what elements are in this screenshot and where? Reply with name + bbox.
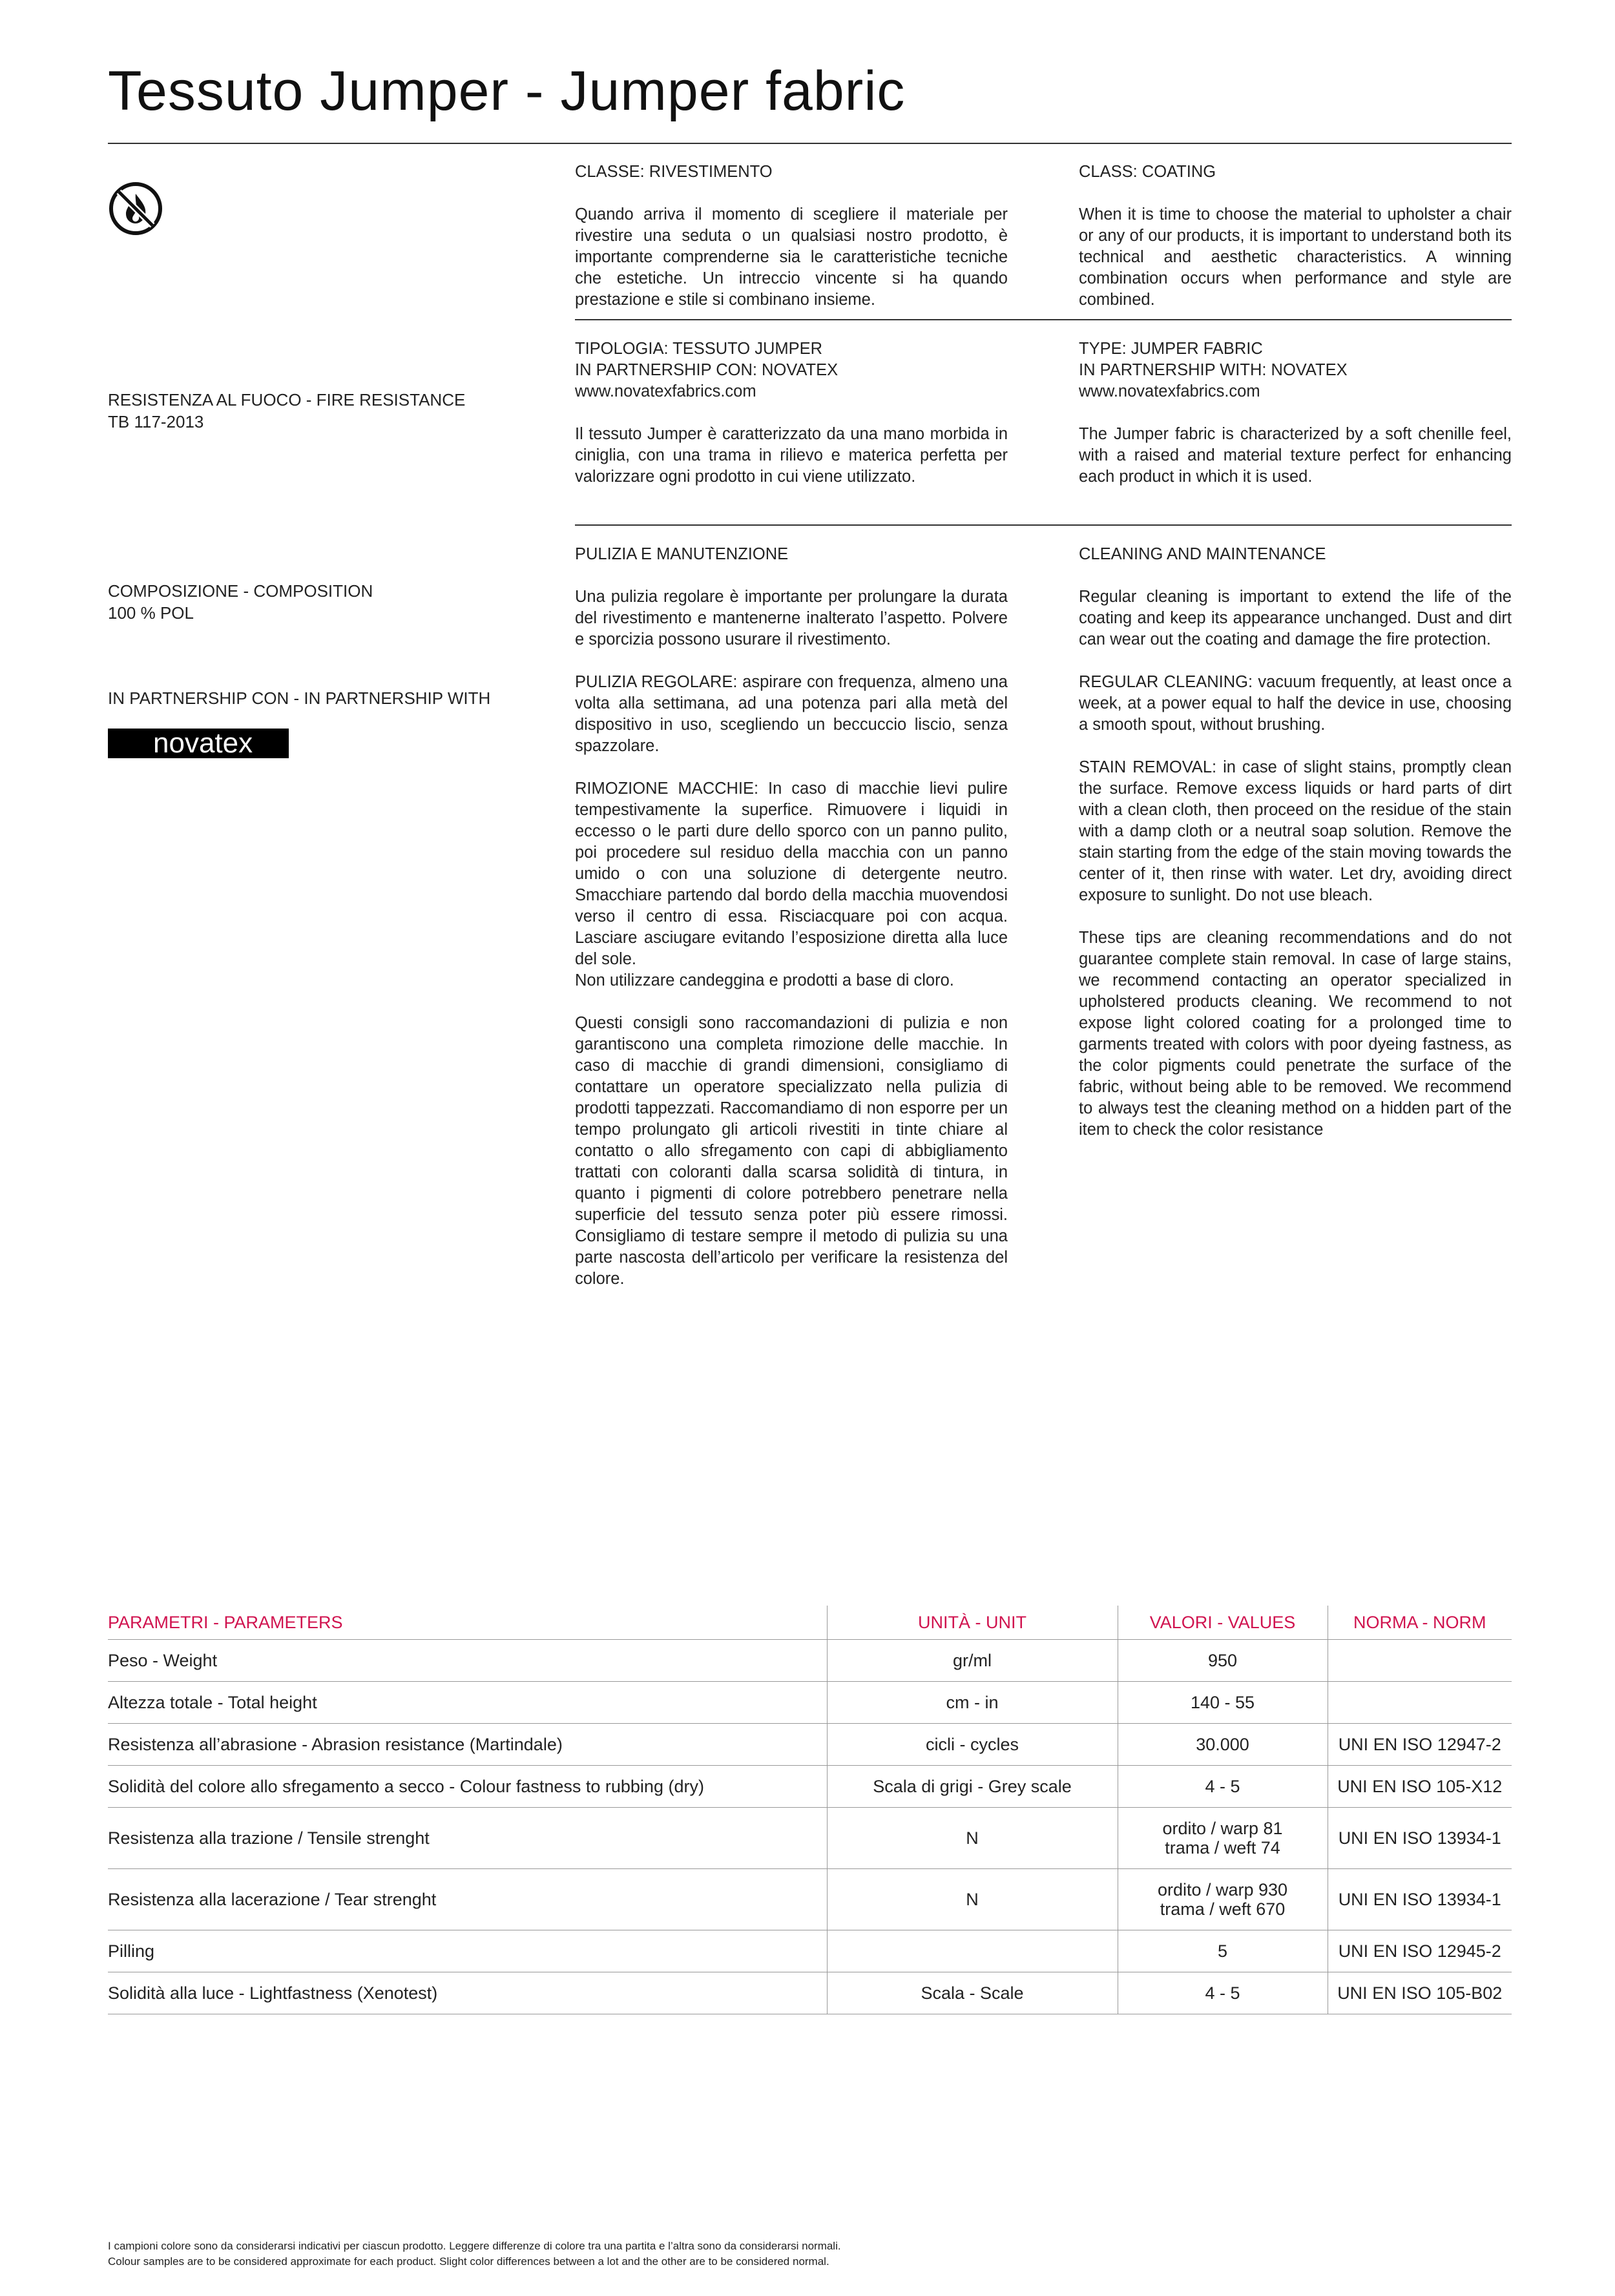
section2-it-heading: TIPOLOGIA: TESSUTO JUMPER IN PARTNERSHIP CON: NOVATEX www.novatexfabrics.com	[575, 340, 839, 400]
no-fire-icon	[108, 181, 163, 236]
section1-italian	[575, 161, 1008, 311]
section3-en-heading: CLEANING AND MAINTENANCE	[1079, 545, 1326, 563]
table-header-row	[108, 1606, 1512, 1640]
novatex-logo: novatex	[108, 729, 289, 758]
table-row	[108, 1808, 1512, 1869]
footer-line-italian: I campioni colore sono da considerarsi indicativi per ciascun prodotto. Leggere differenze di colore tra una partita e l’altra sono da considerarsi normali.	[108, 2240, 841, 2252]
section3-en-p1: Regular cleaning is important to extend the life of the coating and keep its appearance unchanged. Dust and dirt can wear out the coating and damage the fire protection.	[1079, 588, 1512, 648]
table-row	[108, 1682, 1512, 1724]
param-cell: Altezza totale - Total height	[108, 1682, 827, 1724]
norm-cell: UNI EN ISO 12947-2	[1328, 1724, 1512, 1766]
param-cell: Solidità del colore allo sfregamento a secco - Colour fastness to rubbing (dry)	[108, 1766, 827, 1808]
title-divider	[108, 143, 1512, 144]
unit-cell: gr/ml	[827, 1640, 1118, 1682]
composition-value: 100 % POL	[108, 603, 194, 623]
section3-english	[1079, 544, 1512, 1141]
header-values: VALORI - VALUES	[1118, 1606, 1328, 1640]
value-cell: 4 - 5	[1118, 1766, 1328, 1808]
param-cell: Resistenza alla trazione / Tensile strenght	[108, 1808, 827, 1869]
norm-cell: UNI EN ISO 13934-1	[1328, 1808, 1512, 1869]
section2-english	[1079, 338, 1512, 488]
table-row	[108, 1869, 1512, 1930]
value-cell: 140 - 55	[1118, 1682, 1328, 1724]
unit-cell	[827, 1930, 1118, 1972]
section3-italian	[575, 544, 1008, 1290]
param-cell: Resistenza alla lacerazione / Tear strenght	[108, 1869, 827, 1930]
section1-english	[1079, 161, 1512, 311]
unit-cell: cm - in	[827, 1682, 1118, 1724]
section2-divider	[575, 524, 1512, 526]
value-cell: 30.000	[1118, 1724, 1328, 1766]
section2-it-body: Il tessuto Jumper è caratterizzato da una mano morbida in ciniglia, con una trama in rilievo e materica perfetta per valorizzare ogni prodotto in cui viene utilizzato.	[575, 425, 1008, 486]
table-row	[108, 1972, 1512, 2014]
composition-label: COMPOSIZIONE - COMPOSITION	[108, 581, 373, 601]
value-cell: 950	[1118, 1640, 1328, 1682]
param-cell: Pilling	[108, 1930, 827, 1972]
section1-it-body: Quando arriva il momento di scegliere il materiale per rivestire una seduta o un qualsiasi nostro prodotto, è importante comprenderne sia le caratteristiche tecniche che estetiche. Un intreccio vincente si ha quando prestazione e stile si combinano insieme.	[575, 205, 1008, 309]
partnership-label: IN PARTNERSHIP CON - IN PARTNERSHIP WITH	[108, 688, 491, 708]
norm-cell	[1328, 1682, 1512, 1724]
section1-it-heading: CLASSE: RIVESTIMENTO	[575, 163, 773, 181]
section2-italian	[575, 338, 1008, 488]
section3-it-p3: RIMOZIONE MACCHIE: In caso di macchie lievi pulire tempestivamente la superfice. Rimuovere i liquidi in eccesso o le parti dure dello sporco con un panno pulito, poi procedere sul residuo della macchia con un panno umido o con una soluzione di detergente neutro. Smacchiare partendo dal bordo della macchia muovendosi verso il centro di essa. Risciacquare poi con acqua. Lasciare asciugare evitando l’esposizione diretta alla luce del sole.	[575, 780, 1008, 968]
value-cell: ordito / warp 930 trama / weft 670	[1118, 1869, 1328, 1930]
fire-resistance-block	[108, 389, 465, 433]
section2-en-heading: TYPE: JUMPER FABRIC IN PARTNERSHIP WITH: NOVATEX www.novatexfabrics.com	[1079, 340, 1348, 400]
param-cell: Peso - Weight	[108, 1640, 827, 1682]
section3-en-p4: These tips are cleaning recommendations and do not guarantee complete stain removal. In case of large stains, we recommend contacting an operator specialized in upholstered products cleaning. We recommend to not expose light colored coating for a prolonged time to garments treated with colors with poor dyeing fastness, as the color pigments could penetrate the surface of the fabric, without being able to be removed. We recommend to always test the cleaning method on a hidden part of the item to check the color resistance	[1079, 929, 1512, 1139]
section3-en-p2: REGULAR CLEANING: vacuum frequently, at least once a week, at a power equal to half the device in use, choosing a smooth spout, without brushing.	[1079, 673, 1512, 734]
value-cell: ordito / warp 81 trama / weft 74	[1118, 1808, 1328, 1869]
norm-cell: UNI EN ISO 12945-2	[1328, 1930, 1512, 1972]
section3-it-p3b: Non utilizzare candeggina e prodotti a base di cloro.	[575, 971, 954, 989]
parameters-table	[108, 1606, 1512, 2014]
unit-cell: Scala - Scale	[827, 1972, 1118, 2014]
norm-cell: UNI EN ISO 13934-1	[1328, 1869, 1512, 1930]
table-row	[108, 1766, 1512, 1808]
fire-resistance-label: RESISTENZA AL FUOCO - FIRE RESISTANCE	[108, 390, 466, 409]
norm-cell: UNI EN ISO 105-X12	[1328, 1766, 1512, 1808]
section3-it-p2: PULIZIA REGOLARE: aspirare con frequenza, almeno una volta alla settimana, ad una potenza pari alla metà del dispositivo in uso, scegliendo un beccuccio liscio, senza spazzolare.	[575, 673, 1008, 755]
table-row	[108, 1930, 1512, 1972]
unit-cell: cicli - cycles	[827, 1724, 1118, 1766]
section3-en-p3: STAIN REMOVAL: in case of slight stains, promptly clean the surface. Remove excess liquids or hard parts of dirt with a clean cloth, then proceed on the residue of the stain with a damp cloth or a neutral soap solution. Remove the stain starting from the edge of the stain moving towards the center of it, then rinse with water. Let dry, avoiding direct exposure to sunlight. Do not use bleach.	[1079, 758, 1512, 904]
section1-divider	[575, 319, 1512, 320]
page-title: Tessuto Jumper - Jumper fabric	[108, 60, 906, 122]
norm-cell	[1328, 1640, 1512, 1682]
header-unit: UNITÀ - UNIT	[827, 1606, 1118, 1640]
section1-en-heading: CLASS: COATING	[1079, 163, 1216, 181]
unit-cell: Scala di grigi - Grey scale	[827, 1766, 1118, 1808]
section3-it-heading: PULIZIA E MANUTENZIONE	[575, 545, 789, 563]
footer-line-english: Colour samples are to be considered approximate for each product. Slight color differences between a lot and the other are to be considered normal.	[108, 2255, 829, 2268]
header-parameters: PARAMETRI - PARAMETERS	[108, 1606, 827, 1640]
section3-it-p4: Questi consigli sono raccomandazioni di pulizia e non garantiscono una completa rimozione delle macchie. In caso di macchie di grandi dimensioni, consigliamo di contattare un operatore specializzato nella pulizia di prodotti tappezzati. Raccomandiamo di non esporre per un tempo prolungato gli articoli rivestiti in tinte chiare al contatto o allo sfregamento con capi di abbigliamento trattati con coloranti dalla scarsa solidità di tintura, in quanto i pigmenti di colore potrebbero penetrare nella superficie del tessuto senza poter più essere rimossi. Consigliamo di testare sempre il metodo di pulizia su una parte nascosta dell’articolo per verificare la resistenza del colore.	[575, 1014, 1008, 1288]
unit-cell: N	[827, 1869, 1118, 1930]
header-norm: NORMA - NORM	[1328, 1606, 1512, 1640]
composition-block	[108, 580, 373, 624]
param-cell: Solidità alla luce - Lightfastness (Xenotest)	[108, 1972, 827, 2014]
section2-en-body: The Jumper fabric is characterized by a soft chenille feel, with a raised and material texture perfect for enhancing each product in which it is used.	[1079, 425, 1512, 486]
section3-it-p1: Una pulizia regolare è importante per prolungare la durata del rivestimento e mantenerne inalterato l’aspetto. Polvere e sporcizia possono usurare il rivestimento.	[575, 588, 1008, 648]
section1-en-body: When it is time to choose the material to upholster a chair or any of our products, it is important to understand both its technical and aesthetic characteristics. A winning combination occurs when performance and style are combined.	[1079, 205, 1512, 309]
table-row	[108, 1640, 1512, 1682]
value-cell: 4 - 5	[1118, 1972, 1328, 2014]
param-cell: Resistenza all’abrasione - Abrasion resistance (Martindale)	[108, 1724, 827, 1766]
unit-cell: N	[827, 1808, 1118, 1869]
norm-cell: UNI EN ISO 105-B02	[1328, 1972, 1512, 2014]
table-row	[108, 1724, 1512, 1766]
footer-note	[108, 2239, 841, 2270]
value-cell: 5	[1118, 1930, 1328, 1972]
fire-resistance-value: TB 117-2013	[108, 412, 204, 431]
